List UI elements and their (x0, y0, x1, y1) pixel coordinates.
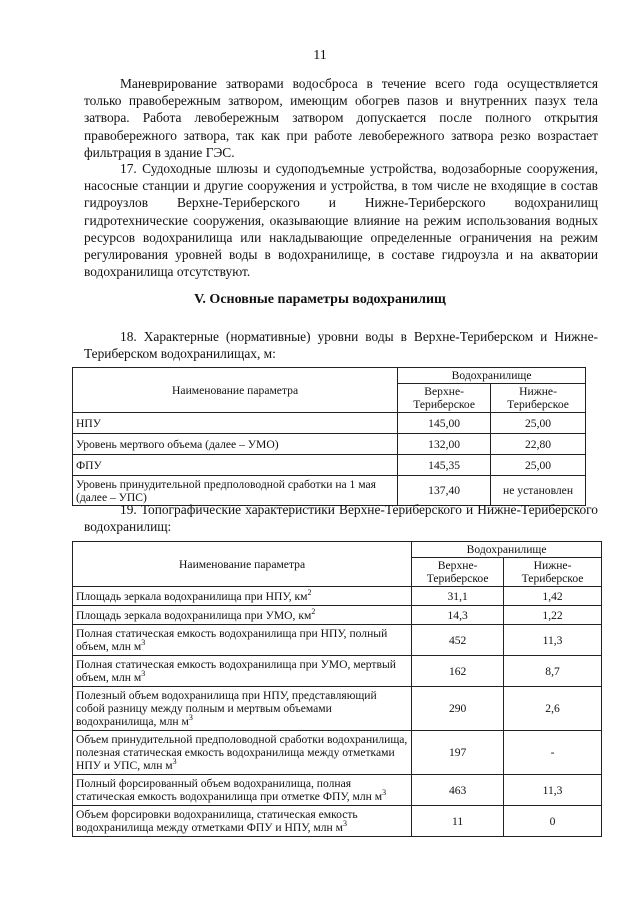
row-name-text: Полная статическая емкость водохранилища при НПУ, полный объем, млн м (76, 627, 388, 653)
row-upper-value: 197 (412, 731, 504, 775)
paragraph-text: Маневрирование затворами водосброса в течение всего года осуществляется только правобережным затвором, имеющим обогрев пазов и внутренних пазух тела затвора. Работа левобережным затвором допускается после полного открытия правобережного затвора, так как при работе левобережного затвора резко возрастает фильтрация в здание ГЭС. (84, 76, 598, 160)
row-name-text: Полная статическая емкость водохранилища при УМО, мертвый объем, млн м (76, 658, 396, 684)
row-name (73, 587, 412, 606)
row-upper-value: 145,00 (398, 413, 491, 434)
unit-exponent: 3 (141, 669, 146, 679)
table-row (73, 806, 602, 837)
row-lower-value: 8,7 (504, 656, 602, 687)
row-lower-value: 2,6 (504, 687, 602, 731)
table-row (73, 656, 602, 687)
header-reservoir: Водохранилище (412, 542, 602, 558)
row-name-text: Площадь зеркала водохранилища при УМО, км (76, 608, 312, 622)
paragraph-18 (84, 328, 598, 362)
row-upper-value: 145,35 (398, 455, 491, 476)
unit-exponent: 3 (382, 788, 387, 798)
row-lower-value: - (504, 731, 602, 775)
header-upper-teriberka: Верхне-Териберское (412, 558, 504, 587)
table-row (73, 455, 586, 476)
topographic-characteristics-table (72, 541, 602, 837)
row-name: НПУ (73, 413, 398, 434)
paragraph-19 (84, 501, 598, 535)
row-name: Уровень мертвого объема (далее – УМО) (73, 434, 398, 455)
paragraph-valve-maneuvering (84, 75, 598, 161)
row-upper-value: 463 (412, 775, 504, 806)
row-lower-value: 22,80 (491, 434, 586, 455)
row-lower-value: 11,3 (504, 625, 602, 656)
row-name-text: Полный форсированный объем водохранилища, полная статическая емкость водохранилища при отметке ФПУ, млн м (76, 777, 383, 803)
table-row (73, 625, 602, 656)
row-lower-value: 0 (504, 806, 602, 837)
unit-exponent: 3 (141, 638, 146, 648)
row-lower-value: 25,00 (491, 413, 586, 434)
row-name: ФПУ (73, 455, 398, 476)
row-upper-value: 11 (412, 806, 504, 837)
row-lower-value: 1,22 (504, 606, 602, 625)
table-row (73, 731, 602, 775)
page-number: 11 (313, 48, 327, 63)
paragraph-text: 18. Характерные (нормативные) уровни воды в Верхне-Териберском и Нижне-Териберском водохранилищах, м: (84, 329, 598, 362)
row-upper-value: 14,3 (412, 606, 504, 625)
row-lower-value: 25,00 (491, 455, 586, 476)
row-upper-value: 290 (412, 687, 504, 731)
row-upper-value: 137,40 (398, 476, 491, 506)
table-row (73, 775, 602, 806)
row-name (73, 731, 412, 775)
row-lower-value: не установлен (491, 476, 586, 506)
header-parameter-name: Наименование параметра (73, 542, 412, 587)
row-name-text: Площадь зеркала водохранилища при НПУ, км (76, 589, 308, 603)
paragraph-17 (84, 160, 598, 280)
unit-exponent: 2 (307, 587, 312, 597)
paragraph-text: 17. Судоходные шлюзы и судоподъемные устройства, водозаборные сооружения, насосные станции и другие сооружения и устройства, в том числе не входящие в состав гидроузлов Верхне-Териберского и Нижне-Териберского водохранилищ гидротехнические сооружения, оказывающие влияние на режим использования водных ресурсов водохранилища или накладывающие определенные ограничения на режим регулирования уровней воды в водохранилище, в составе гидроузла и на акватории водохранилища отсутствуют. (84, 161, 598, 280)
header-reservoir: Водохранилище (398, 368, 586, 384)
row-upper-value: 31,1 (412, 587, 504, 606)
header-parameter-name: Наименование параметра (73, 368, 398, 413)
header-upper-teriberka: Верхне-Териберское (398, 384, 491, 413)
row-name-text: Объем принудительной предполоводной сработки водохранилища, полезная статическая емкость водохранилища между отметками НПУ и УПС, млн м (76, 733, 408, 772)
unit-exponent: 3 (342, 819, 347, 829)
row-name: Уровень принудительной предполоводной сработки на 1 мая (далее – УПС) (73, 476, 398, 506)
row-name (73, 687, 412, 731)
section-heading: V. Основные параметры водохранилищ (194, 292, 446, 307)
table-row (73, 413, 586, 434)
unit-exponent: 2 (311, 606, 316, 616)
row-name-text: Объем форсировки водохранилища, статическая емкость водохранилища между отметками ФПУ и НПУ, млн м (76, 808, 358, 834)
row-upper-value: 132,00 (398, 434, 491, 455)
paragraph-text: 19. Топографические характеристики Верхне-Териберского и Нижне-Териберского водохранилищ: (84, 502, 598, 535)
table-row (73, 434, 586, 455)
row-name (73, 656, 412, 687)
unit-exponent: 3 (172, 757, 177, 767)
water-levels-table (72, 367, 586, 506)
table-row (73, 687, 602, 731)
row-name (73, 625, 412, 656)
row-name (73, 775, 412, 806)
row-upper-value: 452 (412, 625, 504, 656)
row-upper-value: 162 (412, 656, 504, 687)
row-name-text: Полезный объем водохранилища при НПУ, представляющий собой разницу между полным и мертвым объемами водохранилища, млн м (76, 689, 377, 728)
row-lower-value: 1,42 (504, 587, 602, 606)
table-row (73, 606, 602, 625)
header-lower-teriberka: Нижне-Териберское (504, 558, 602, 587)
table-row (73, 587, 602, 606)
header-lower-teriberka: Нижне-Териберское (491, 384, 586, 413)
row-name (73, 806, 412, 837)
unit-exponent: 3 (188, 713, 193, 723)
row-name (73, 606, 412, 625)
row-lower-value: 11,3 (504, 775, 602, 806)
